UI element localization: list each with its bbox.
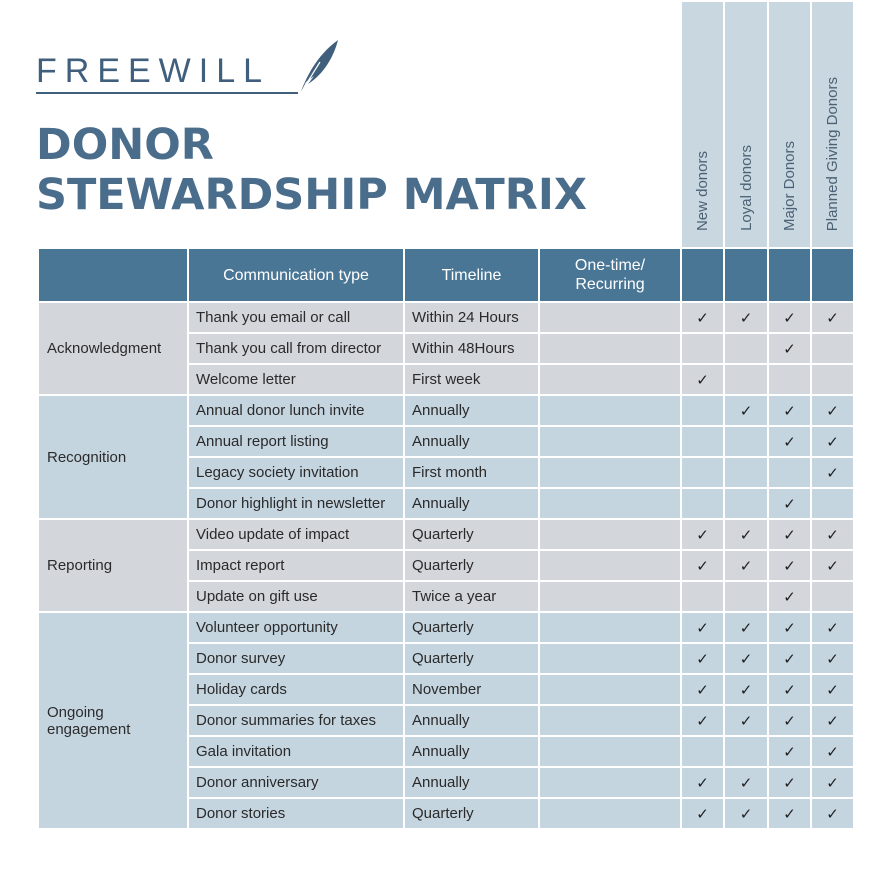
- timeline-cell: Quarterly: [404, 550, 539, 581]
- recurrence-cell: [539, 612, 681, 643]
- check-mark-icon: ✓: [811, 736, 854, 767]
- check-mark-icon: ✓: [811, 302, 854, 333]
- recurrence-cell: [539, 333, 681, 364]
- communication-cell: Volunteer opportunity: [188, 612, 404, 643]
- check-mark-icon: ✓: [768, 736, 811, 767]
- communication-cell: Thank you email or call: [188, 302, 404, 333]
- column-header-new-donors: New donors: [681, 1, 724, 248]
- empty-check-cell: [724, 426, 768, 457]
- header-check-col-2: [724, 248, 768, 302]
- check-mark-icon: ✓: [811, 426, 854, 457]
- empty-check-cell: [724, 364, 768, 395]
- header-check-col-3: [768, 248, 811, 302]
- category-cell: Reporting: [38, 519, 188, 612]
- communication-cell: Donor survey: [188, 643, 404, 674]
- check-mark-icon: ✓: [724, 550, 768, 581]
- check-mark-icon: ✓: [811, 798, 854, 829]
- empty-check-cell: [724, 488, 768, 519]
- check-mark-icon: ✓: [768, 519, 811, 550]
- check-mark-icon: ✓: [681, 674, 724, 705]
- recurrence-cell: [539, 736, 681, 767]
- check-mark-icon: ✓: [724, 674, 768, 705]
- check-mark-icon: ✓: [681, 767, 724, 798]
- check-mark-icon: ✓: [724, 519, 768, 550]
- table-row: [38, 395, 854, 426]
- communication-cell: Donor stories: [188, 798, 404, 829]
- recurrence-cell: [539, 457, 681, 488]
- check-mark-icon: ✓: [768, 395, 811, 426]
- check-mark-icon: ✓: [768, 612, 811, 643]
- timeline-cell: Twice a year: [404, 581, 539, 612]
- empty-check-cell: [681, 333, 724, 364]
- timeline-cell: Quarterly: [404, 519, 539, 550]
- recurrence-cell: [539, 395, 681, 426]
- check-mark-icon: ✓: [811, 612, 854, 643]
- timeline-cell: First month: [404, 457, 539, 488]
- communication-cell: Impact report: [188, 550, 404, 581]
- timeline-cell: Annually: [404, 426, 539, 457]
- check-mark-icon: ✓: [768, 488, 811, 519]
- communication-cell: Holiday cards: [188, 674, 404, 705]
- timeline-cell: Quarterly: [404, 612, 539, 643]
- recurrence-cell: [539, 519, 681, 550]
- recurrence-cell: [539, 798, 681, 829]
- communication-cell: Donor highlight in newsletter: [188, 488, 404, 519]
- check-mark-icon: ✓: [811, 767, 854, 798]
- check-mark-icon: ✓: [768, 674, 811, 705]
- check-mark-icon: ✓: [811, 674, 854, 705]
- empty-check-cell: [724, 457, 768, 488]
- category-cell: Recognition: [38, 395, 188, 519]
- check-mark-icon: ✓: [724, 302, 768, 333]
- header-timeline: Timeline: [404, 248, 539, 302]
- check-mark-icon: ✓: [768, 426, 811, 457]
- empty-check-cell: [811, 364, 854, 395]
- empty-check-cell: [681, 488, 724, 519]
- check-mark-icon: ✓: [681, 643, 724, 674]
- header-spacer: [38, 1, 681, 248]
- recurrence-cell: [539, 302, 681, 333]
- recurrence-cell: [539, 643, 681, 674]
- communication-cell: Annual report listing: [188, 426, 404, 457]
- category-cell: Acknowledgment: [38, 302, 188, 395]
- empty-check-cell: [811, 488, 854, 519]
- recurrence-cell: [539, 550, 681, 581]
- column-header-planned-giving-donors: Planned Giving Donors: [811, 1, 854, 248]
- communication-cell: Update on gift use: [188, 581, 404, 612]
- recurrence-cell: [539, 426, 681, 457]
- timeline-cell: Annually: [404, 705, 539, 736]
- empty-check-cell: [724, 581, 768, 612]
- check-mark-icon: ✓: [724, 395, 768, 426]
- communication-cell: Thank you call from director: [188, 333, 404, 364]
- communication-cell: Donor anniversary: [188, 767, 404, 798]
- timeline-cell: Quarterly: [404, 643, 539, 674]
- table-row: [38, 519, 854, 550]
- timeline-cell: First week: [404, 364, 539, 395]
- timeline-cell: Annually: [404, 767, 539, 798]
- recurrence-cell: [539, 767, 681, 798]
- table-row: [38, 612, 854, 643]
- check-mark-icon: ✓: [768, 705, 811, 736]
- empty-check-cell: [768, 457, 811, 488]
- column-header-major-donors: Major Donors: [768, 1, 811, 248]
- check-mark-icon: ✓: [724, 705, 768, 736]
- timeline-cell: Within 24 Hours: [404, 302, 539, 333]
- timeline-cell: Annually: [404, 395, 539, 426]
- communication-cell: Gala invitation: [188, 736, 404, 767]
- check-mark-icon: ✓: [681, 612, 724, 643]
- timeline-cell: November: [404, 674, 539, 705]
- check-mark-icon: ✓: [681, 798, 724, 829]
- empty-check-cell: [681, 426, 724, 457]
- check-mark-icon: ✓: [768, 767, 811, 798]
- empty-check-cell: [811, 581, 854, 612]
- check-mark-icon: ✓: [724, 767, 768, 798]
- check-mark-icon: ✓: [768, 643, 811, 674]
- timeline-cell: Annually: [404, 736, 539, 767]
- check-mark-icon: ✓: [768, 333, 811, 364]
- check-mark-icon: ✓: [768, 798, 811, 829]
- recurrence-cell: [539, 705, 681, 736]
- communication-cell: Legacy society invitation: [188, 457, 404, 488]
- recurrence-cell: [539, 364, 681, 395]
- matrix-body: [38, 302, 854, 829]
- title-line-2: STEWARDSHIP MATRIX: [36, 170, 588, 220]
- check-mark-icon: ✓: [681, 550, 724, 581]
- empty-check-cell: [724, 736, 768, 767]
- header-communication-type: Communication type: [188, 248, 404, 302]
- communication-cell: Donor summaries for taxes: [188, 705, 404, 736]
- empty-check-cell: [681, 581, 724, 612]
- category-cell: Ongoing engagement: [38, 612, 188, 829]
- check-mark-icon: ✓: [724, 643, 768, 674]
- timeline-cell: Within 48Hours: [404, 333, 539, 364]
- check-mark-icon: ✓: [811, 550, 854, 581]
- check-mark-icon: ✓: [681, 364, 724, 395]
- empty-check-cell: [681, 736, 724, 767]
- empty-check-cell: [811, 333, 854, 364]
- communication-cell: Annual donor lunch invite: [188, 395, 404, 426]
- check-mark-icon: ✓: [811, 643, 854, 674]
- check-mark-icon: ✓: [811, 457, 854, 488]
- check-mark-icon: ✓: [681, 519, 724, 550]
- recurrence-cell: [539, 488, 681, 519]
- title-line-1: DONOR: [36, 120, 214, 170]
- recurrence-cell: [539, 674, 681, 705]
- header-check-col-4: [811, 248, 854, 302]
- check-mark-icon: ✓: [768, 302, 811, 333]
- column-header-loyal-donors: Loyal donors: [724, 1, 768, 248]
- logo-wordmark: FREEWILL: [36, 52, 271, 90]
- empty-check-cell: [681, 395, 724, 426]
- table-row: [38, 302, 854, 333]
- check-mark-icon: ✓: [681, 302, 724, 333]
- check-mark-icon: ✓: [811, 705, 854, 736]
- header-check-col-1: [681, 248, 724, 302]
- header-recurrence: One-time/ Recurring: [539, 248, 681, 302]
- check-mark-icon: ✓: [724, 612, 768, 643]
- timeline-cell: Quarterly: [404, 798, 539, 829]
- empty-check-cell: [681, 457, 724, 488]
- communication-cell: Welcome letter: [188, 364, 404, 395]
- header-category: [38, 248, 188, 302]
- check-mark-icon: ✓: [724, 798, 768, 829]
- empty-check-cell: [768, 364, 811, 395]
- recurrence-cell: [539, 581, 681, 612]
- check-mark-icon: ✓: [768, 550, 811, 581]
- timeline-cell: Annually: [404, 488, 539, 519]
- check-mark-icon: ✓: [768, 581, 811, 612]
- check-mark-icon: ✓: [811, 519, 854, 550]
- check-mark-icon: ✓: [811, 395, 854, 426]
- stewardship-matrix-table: [37, 0, 855, 830]
- communication-cell: Video update of impact: [188, 519, 404, 550]
- check-mark-icon: ✓: [681, 705, 724, 736]
- empty-check-cell: [724, 333, 768, 364]
